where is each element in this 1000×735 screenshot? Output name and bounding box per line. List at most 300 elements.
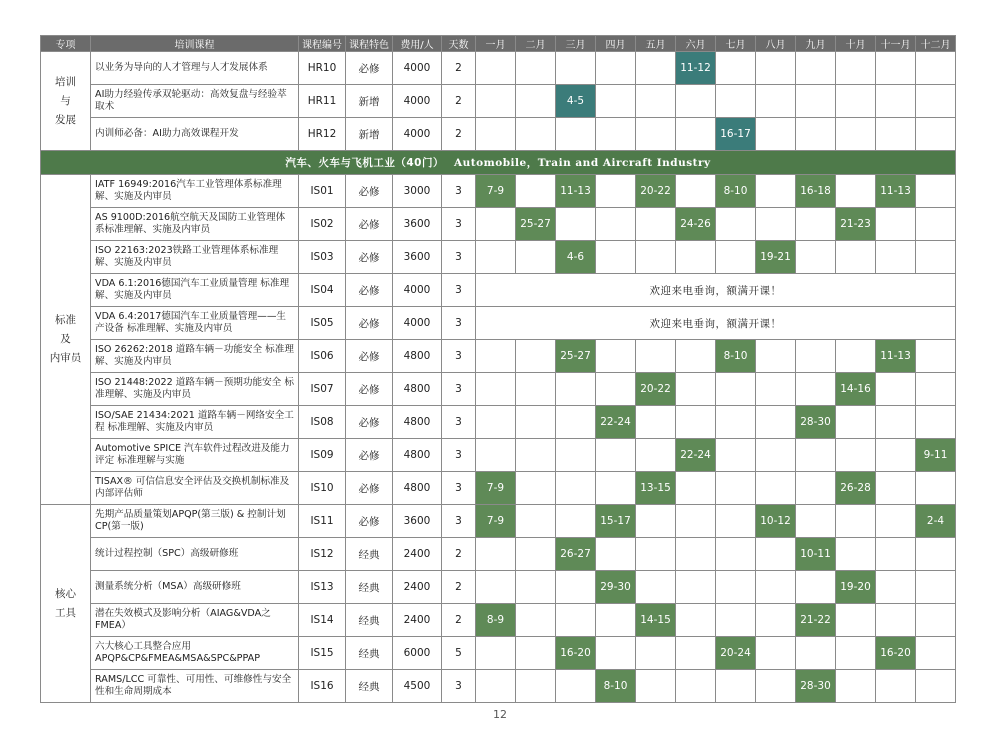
course-days: 2 — [442, 604, 476, 637]
schedule-date-cell: 28-30 — [796, 406, 836, 439]
course-code: IS07 — [299, 373, 346, 406]
empty-month-cell — [756, 439, 796, 472]
empty-month-cell — [796, 241, 836, 274]
band-title-en: Automobile，Train and Aircraft Industry — [453, 157, 711, 169]
empty-month-cell — [636, 406, 676, 439]
course-code: IS10 — [299, 472, 346, 505]
course-fee: 4800 — [393, 373, 442, 406]
empty-month-cell — [756, 85, 796, 118]
empty-month-cell — [676, 637, 716, 670]
empty-month-cell — [876, 208, 916, 241]
header-month-8: 八月 — [756, 36, 796, 52]
course-days: 3 — [442, 505, 476, 538]
empty-month-cell — [596, 118, 636, 151]
course-row — [41, 118, 956, 151]
empty-month-cell — [676, 85, 716, 118]
header-month-12: 十二月 — [916, 36, 956, 52]
course-days: 3 — [442, 472, 476, 505]
empty-month-cell — [756, 571, 796, 604]
empty-month-cell — [516, 571, 556, 604]
empty-month-cell — [476, 118, 516, 151]
empty-month-cell — [596, 604, 636, 637]
category-label-line: 与 — [60, 94, 71, 107]
course-code: IS05 — [299, 307, 346, 340]
empty-month-cell — [836, 52, 876, 85]
empty-month-cell — [756, 52, 796, 85]
header-month-7: 七月 — [716, 36, 756, 52]
course-fee: 2400 — [393, 571, 442, 604]
course-fee: 4800 — [393, 439, 442, 472]
enquiry-notice: 欢迎来电垂询，额满开课！ — [476, 307, 956, 340]
course-name: 测量系统分析（MSA）高级研修班 — [91, 571, 299, 604]
schedule-date-cell: 28-30 — [796, 670, 836, 703]
course-fee: 4000 — [393, 307, 442, 340]
course-fee: 2400 — [393, 604, 442, 637]
empty-month-cell — [676, 538, 716, 571]
course-days: 2 — [442, 538, 476, 571]
schedule-date-cell: 21-23 — [836, 208, 876, 241]
category-label-line: 及 — [60, 333, 71, 345]
schedule-date-cell: 16-17 — [716, 118, 756, 151]
empty-month-cell — [876, 373, 916, 406]
course-name: ISO 26262:2018 道路车辆－功能安全 标准理解、实施及内审员 — [91, 340, 299, 373]
course-feature: 必修 — [346, 340, 393, 373]
header-course: 培训课程 — [91, 36, 299, 52]
schedule-date-cell: 7-9 — [476, 175, 516, 208]
empty-month-cell — [916, 604, 956, 637]
empty-month-cell — [556, 52, 596, 85]
empty-month-cell — [916, 472, 956, 505]
category-cell — [41, 175, 91, 505]
course-feature: 新增 — [346, 118, 393, 151]
empty-month-cell — [836, 340, 876, 373]
schedule-date-cell: 26-28 — [836, 472, 876, 505]
course-row — [41, 505, 956, 538]
empty-month-cell — [916, 637, 956, 670]
empty-month-cell — [676, 670, 716, 703]
empty-month-cell — [556, 373, 596, 406]
schedule-date-cell: 20-24 — [716, 637, 756, 670]
training-schedule-table — [40, 35, 956, 703]
course-days: 3 — [442, 241, 476, 274]
empty-month-cell — [556, 208, 596, 241]
course-row — [41, 373, 956, 406]
empty-month-cell — [516, 472, 556, 505]
schedule-date-cell: 11-13 — [876, 340, 916, 373]
empty-month-cell — [636, 439, 676, 472]
schedule-date-cell: 16-18 — [796, 175, 836, 208]
course-name: VDA 6.1:2016德国汽车工业质量管理 标准理解、实施及内审员 — [91, 274, 299, 307]
course-days: 2 — [442, 118, 476, 151]
course-name: ISO 22163:2023铁路工业管理体系标准理解、实施及内审员 — [91, 241, 299, 274]
page-number: 12 — [493, 708, 507, 721]
category-label-line: 标准 — [55, 314, 76, 326]
course-row — [41, 52, 956, 85]
course-fee: 3600 — [393, 208, 442, 241]
empty-month-cell — [756, 637, 796, 670]
course-feature: 必修 — [346, 406, 393, 439]
empty-month-cell — [476, 241, 516, 274]
empty-month-cell — [516, 85, 556, 118]
empty-month-cell — [916, 85, 956, 118]
industry-band-row — [41, 151, 956, 175]
empty-month-cell — [476, 52, 516, 85]
empty-month-cell — [636, 637, 676, 670]
course-row — [41, 637, 956, 670]
schedule-body — [41, 52, 956, 703]
empty-month-cell — [916, 52, 956, 85]
schedule-date-cell: 11-12 — [676, 52, 716, 85]
course-code: IS03 — [299, 241, 346, 274]
empty-month-cell — [876, 505, 916, 538]
course-row — [41, 340, 956, 373]
empty-month-cell — [796, 118, 836, 151]
course-name: 统计过程控制（SPC）高级研修班 — [91, 538, 299, 571]
empty-month-cell — [596, 52, 636, 85]
empty-month-cell — [476, 670, 516, 703]
empty-month-cell — [836, 439, 876, 472]
course-name: TISAX® 可信信息安全评估及交换机制标准及内部评估师 — [91, 472, 299, 505]
course-fee: 3600 — [393, 241, 442, 274]
course-code: IS04 — [299, 274, 346, 307]
course-fee: 2400 — [393, 538, 442, 571]
header-month-5: 五月 — [636, 36, 676, 52]
header-row — [41, 36, 956, 52]
course-feature: 必修 — [346, 439, 393, 472]
empty-month-cell — [836, 406, 876, 439]
category-label-line: 发展 — [55, 113, 76, 126]
schedule-date-cell: 4-6 — [556, 241, 596, 274]
empty-month-cell — [876, 52, 916, 85]
empty-month-cell — [716, 670, 756, 703]
empty-month-cell — [836, 118, 876, 151]
empty-month-cell — [636, 85, 676, 118]
course-fee: 4800 — [393, 472, 442, 505]
course-fee: 4000 — [393, 85, 442, 118]
course-feature: 必修 — [346, 307, 393, 340]
empty-month-cell — [916, 538, 956, 571]
schedule-date-cell: 8-10 — [596, 670, 636, 703]
empty-month-cell — [636, 571, 676, 604]
empty-month-cell — [676, 175, 716, 208]
schedule-date-cell: 7-9 — [476, 472, 516, 505]
schedule-date-cell: 15-17 — [596, 505, 636, 538]
course-code: IS11 — [299, 505, 346, 538]
course-name: AI助力经验传承双轮驱动：高效复盘与经验萃取术 — [91, 85, 299, 118]
course-row — [41, 538, 956, 571]
empty-month-cell — [916, 373, 956, 406]
course-code: IS16 — [299, 670, 346, 703]
empty-month-cell — [756, 472, 796, 505]
course-name: RAMS/LCC 可靠性、可用性、可维修性与安全性和生命周期成本 — [91, 670, 299, 703]
course-name: VDA 6.4:2017德国汽车工业质量管理——生产设备 标准理解、实施及内审员 — [91, 307, 299, 340]
enquiry-notice: 欢迎来电垂询，额满开课！ — [476, 274, 956, 307]
schedule-date-cell: 11-13 — [876, 175, 916, 208]
empty-month-cell — [596, 241, 636, 274]
course-days: 3 — [442, 373, 476, 406]
category-label-line: 工具 — [55, 606, 76, 619]
schedule-date-cell: 14-16 — [836, 373, 876, 406]
empty-month-cell — [476, 571, 516, 604]
empty-month-cell — [516, 406, 556, 439]
schedule-date-cell: 26-27 — [556, 538, 596, 571]
empty-month-cell — [476, 637, 516, 670]
empty-month-cell — [516, 604, 556, 637]
empty-month-cell — [516, 118, 556, 151]
empty-month-cell — [916, 241, 956, 274]
empty-month-cell — [756, 373, 796, 406]
empty-month-cell — [596, 637, 636, 670]
course-days: 3 — [442, 439, 476, 472]
empty-month-cell — [516, 538, 556, 571]
course-feature: 经典 — [346, 538, 393, 571]
schedule-date-cell: 25-27 — [556, 340, 596, 373]
course-name: 内训师必备：AI助力高效课程开发 — [91, 118, 299, 151]
course-days: 5 — [442, 637, 476, 670]
course-code: IS13 — [299, 571, 346, 604]
empty-month-cell — [476, 208, 516, 241]
course-feature: 必修 — [346, 274, 393, 307]
empty-month-cell — [876, 118, 916, 151]
empty-month-cell — [716, 85, 756, 118]
empty-month-cell — [596, 439, 636, 472]
empty-month-cell — [476, 439, 516, 472]
empty-month-cell — [716, 439, 756, 472]
course-row — [41, 439, 956, 472]
empty-month-cell — [516, 340, 556, 373]
empty-month-cell — [756, 175, 796, 208]
empty-month-cell — [476, 340, 516, 373]
course-code: IS12 — [299, 538, 346, 571]
header-code: 课程编号 — [299, 36, 346, 52]
course-feature: 经典 — [346, 670, 393, 703]
course-code: IS14 — [299, 604, 346, 637]
course-name: 潜在失效模式及影响分析（AIAG&VDA之FMEA） — [91, 604, 299, 637]
schedule-date-cell: 20-22 — [636, 373, 676, 406]
course-fee: 4000 — [393, 118, 442, 151]
empty-month-cell — [716, 373, 756, 406]
schedule-date-cell: 16-20 — [556, 637, 596, 670]
schedule-date-cell: 20-22 — [636, 175, 676, 208]
course-name: 六大核心工具整合应用 APQP&CP&FMEA&MSA&SPC&PPAP — [91, 637, 299, 670]
course-row — [41, 571, 956, 604]
course-row — [41, 604, 956, 637]
empty-month-cell — [596, 538, 636, 571]
category-label-line: 内审员 — [49, 352, 82, 364]
course-name: AS 9100D:2016航空航天及国防工业管理体系标准理解、实施及内审员 — [91, 208, 299, 241]
empty-month-cell — [876, 241, 916, 274]
schedule-date-cell: 25-27 — [516, 208, 556, 241]
empty-month-cell — [876, 571, 916, 604]
empty-month-cell — [476, 373, 516, 406]
course-row — [41, 175, 956, 208]
schedule-date-cell: 19-21 — [756, 241, 796, 274]
schedule-date-cell: 10-11 — [796, 538, 836, 571]
empty-month-cell — [796, 85, 836, 118]
empty-month-cell — [516, 670, 556, 703]
course-row — [41, 274, 956, 307]
course-days: 3 — [442, 406, 476, 439]
course-name: ISO 21448:2022 道路车辆－预期功能安全 标准理解、实施及内审员 — [91, 373, 299, 406]
empty-month-cell — [556, 439, 596, 472]
header-month-10: 十月 — [836, 36, 876, 52]
schedule-date-cell: 4-5 — [556, 85, 596, 118]
schedule-date-cell: 11-13 — [556, 175, 596, 208]
course-feature: 必修 — [346, 373, 393, 406]
course-days: 3 — [442, 340, 476, 373]
course-feature: 必修 — [346, 241, 393, 274]
empty-month-cell — [796, 373, 836, 406]
course-code: IS15 — [299, 637, 346, 670]
empty-month-cell — [716, 472, 756, 505]
empty-month-cell — [676, 472, 716, 505]
empty-month-cell — [596, 373, 636, 406]
empty-month-cell — [516, 52, 556, 85]
empty-month-cell — [476, 85, 516, 118]
course-feature: 经典 — [346, 571, 393, 604]
course-code: HR11 — [299, 85, 346, 118]
empty-month-cell — [716, 538, 756, 571]
course-days: 2 — [442, 85, 476, 118]
header-month-11: 十一月 — [876, 36, 916, 52]
course-fee: 4000 — [393, 52, 442, 85]
course-days: 3 — [442, 175, 476, 208]
course-fee: 4500 — [393, 670, 442, 703]
empty-month-cell — [516, 175, 556, 208]
empty-month-cell — [596, 472, 636, 505]
empty-month-cell — [756, 538, 796, 571]
course-days: 2 — [442, 52, 476, 85]
header-month-9: 九月 — [796, 36, 836, 52]
header-month-4: 四月 — [596, 36, 636, 52]
band-title-cn: 汽车、火车与飞机工业（40门） — [285, 157, 444, 169]
empty-month-cell — [716, 52, 756, 85]
empty-month-cell — [636, 538, 676, 571]
course-name: ISO/SAE 21434:2021 道路车辆－网络安全工程 标准理解、实施及内审员 — [91, 406, 299, 439]
course-row — [41, 406, 956, 439]
empty-month-cell — [596, 85, 636, 118]
empty-month-cell — [516, 373, 556, 406]
course-feature: 新增 — [346, 85, 393, 118]
empty-month-cell — [636, 505, 676, 538]
schedule-date-cell: 10-12 — [756, 505, 796, 538]
schedule-date-cell: 24-26 — [676, 208, 716, 241]
empty-month-cell — [876, 85, 916, 118]
empty-month-cell — [836, 241, 876, 274]
course-code: IS01 — [299, 175, 346, 208]
empty-month-cell — [556, 670, 596, 703]
empty-month-cell — [556, 604, 596, 637]
empty-month-cell — [876, 538, 916, 571]
empty-month-cell — [716, 406, 756, 439]
course-fee: 4800 — [393, 340, 442, 373]
schedule-date-cell: 7-9 — [476, 505, 516, 538]
schedule-date-cell: 22-24 — [676, 439, 716, 472]
empty-month-cell — [716, 571, 756, 604]
course-feature: 必修 — [346, 472, 393, 505]
empty-month-cell — [836, 505, 876, 538]
empty-month-cell — [796, 571, 836, 604]
course-fee: 4000 — [393, 274, 442, 307]
course-row — [41, 472, 956, 505]
empty-month-cell — [716, 241, 756, 274]
course-feature: 必修 — [346, 52, 393, 85]
course-row — [41, 307, 956, 340]
course-name: 先期产品质量策划APQP(第三版) & 控制计划CP(第一版) — [91, 505, 299, 538]
course-days: 3 — [442, 307, 476, 340]
empty-month-cell — [556, 406, 596, 439]
schedule-date-cell: 19-20 — [836, 571, 876, 604]
course-name: IATF 16949:2016汽车工业管理体系标准理解、实施及内审员 — [91, 175, 299, 208]
schedule-date-cell: 14-15 — [636, 604, 676, 637]
empty-month-cell — [676, 571, 716, 604]
course-code: HR12 — [299, 118, 346, 151]
empty-month-cell — [756, 208, 796, 241]
empty-month-cell — [596, 175, 636, 208]
header-fee: 费用/人 — [393, 36, 442, 52]
course-days: 3 — [442, 208, 476, 241]
course-code: IS09 — [299, 439, 346, 472]
category-cell — [41, 52, 91, 151]
empty-month-cell — [556, 472, 596, 505]
empty-month-cell — [916, 670, 956, 703]
schedule-date-cell: 9-11 — [916, 439, 956, 472]
empty-month-cell — [636, 670, 676, 703]
header-category: 专项 — [41, 36, 91, 52]
course-feature: 经典 — [346, 637, 393, 670]
category-label-line: 培训 — [55, 75, 76, 88]
empty-month-cell — [476, 406, 516, 439]
empty-month-cell — [876, 472, 916, 505]
empty-month-cell — [516, 637, 556, 670]
empty-month-cell — [916, 175, 956, 208]
course-days: 3 — [442, 670, 476, 703]
header-days: 天数 — [442, 36, 476, 52]
empty-month-cell — [836, 637, 876, 670]
header-feature: 课程特色 — [346, 36, 393, 52]
header-month-1: 一月 — [476, 36, 516, 52]
course-row — [41, 85, 956, 118]
empty-month-cell — [836, 670, 876, 703]
course-row — [41, 670, 956, 703]
schedule-date-cell: 8-9 — [476, 604, 516, 637]
schedule-date-cell: 22-24 — [596, 406, 636, 439]
course-code: IS06 — [299, 340, 346, 373]
empty-month-cell — [716, 505, 756, 538]
header-month-2: 二月 — [516, 36, 556, 52]
course-code: IS08 — [299, 406, 346, 439]
empty-month-cell — [836, 604, 876, 637]
course-days: 2 — [442, 571, 476, 604]
empty-month-cell — [916, 118, 956, 151]
schedule-date-cell: 8-10 — [716, 175, 756, 208]
schedule-date-cell: 21-22 — [796, 604, 836, 637]
empty-month-cell — [596, 340, 636, 373]
empty-month-cell — [636, 241, 676, 274]
empty-month-cell — [676, 241, 716, 274]
course-row — [41, 208, 956, 241]
empty-month-cell — [876, 406, 916, 439]
empty-month-cell — [716, 208, 756, 241]
course-fee: 4800 — [393, 406, 442, 439]
schedule-date-cell: 13-15 — [636, 472, 676, 505]
empty-month-cell — [556, 505, 596, 538]
empty-month-cell — [796, 52, 836, 85]
course-fee: 3600 — [393, 505, 442, 538]
category-label-line: 核心 — [55, 587, 76, 600]
empty-month-cell — [916, 340, 956, 373]
empty-month-cell — [796, 472, 836, 505]
